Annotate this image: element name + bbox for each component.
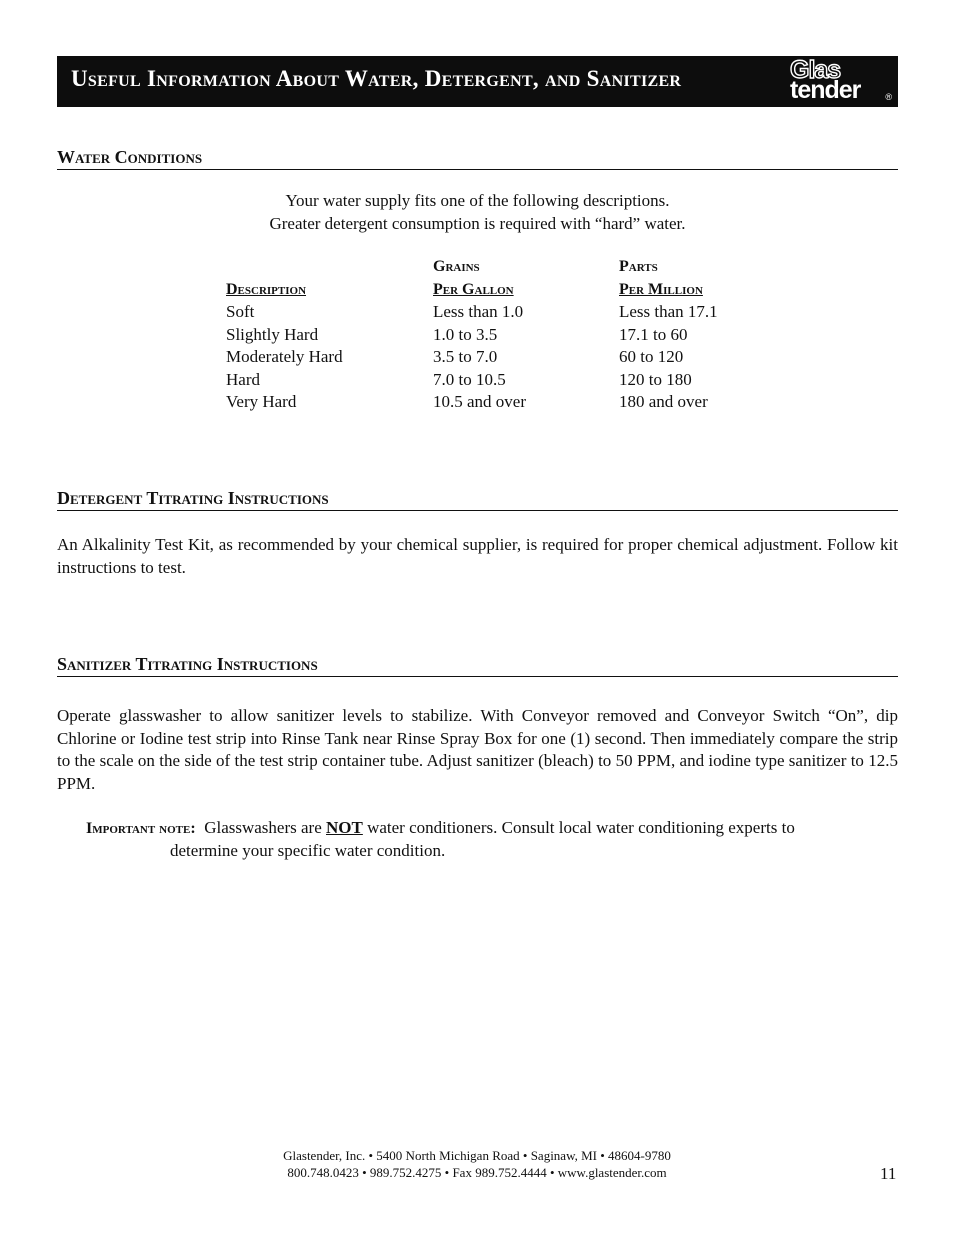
page-number: 11 [880,1164,897,1183]
row-ppm: 60 to 120 [619,347,684,366]
sanitizer-heading: Sanitizer Titrating Instructions [57,655,898,677]
col-per-million-header: Per Million [619,280,703,298]
row-description: Moderately Hard [226,347,343,366]
col-grains-top: Grains [433,258,480,275]
row-grains: 10.5 and over [433,392,527,411]
row-grains: 7.0 to 10.5 [433,369,506,389]
detergent-body: An Alkalinity Test Kit, as recommended by your chemical supplier, is required for proper chemical adjustment. Follow kit instructions to test. [57,535,898,577]
footer-contact: 800.748.0423 • 989.752.4275 • Fax 989.752.4444 • www.glastender.com [287,1165,667,1180]
footer-address: Glastender, Inc. • 5400 North Michigan Road • Saginaw, MI • 48604-9780 [283,1148,671,1163]
note-text-post: water conditioners. Consult local water conditioning experts to [367,818,795,837]
logo-text-tender: tender [790,76,861,104]
row-grains: Less than 1.0 [433,302,524,321]
row-ppm: 180 and over [619,392,708,411]
sanitizer-body: Operate glasswasher to allow sanitizer levels to stabilize. With Conveyor removed and Conveyor Switch “On”, dip Chlorine or Iodine test strip into Rinse Tank near Rinse Spray Box for one (1) second. Then immediately compare the strip to the scale on the side of the test strip container tube. Adjust sanitizer (bleach) to 50 PPM, and iodine type sanitizer to 12.5 PPM. [57,706,898,793]
water-intro [57,190,898,235]
logo-text-glas: Glas [790,56,841,84]
glastender-logo [786,56,892,104]
page-title: Useful Information About Water, Detergent, and Sanitizer [71,66,682,91]
row-grains: 3.5 to 7.0 [433,347,498,366]
water-conditions-heading: Water Conditions [57,148,898,170]
row-ppm: 17.1 to 60 [619,324,688,344]
detergent-heading: Detergent Titrating Instructions [57,489,898,511]
row-ppm: 120 to 180 [619,369,692,389]
col-description-header: Description [226,280,307,298]
note-emphasis: NOT [326,818,363,837]
col-parts-top: Parts [619,258,658,275]
water-intro-line2: Greater detergent consumption is required with “hard” water. [269,213,686,233]
row-description: Soft [226,302,255,321]
note-text-pre: Glasswashers are [204,818,322,837]
col-per-gallon-header: Per Gallon [433,280,514,298]
row-description: Very Hard [226,392,297,411]
header-bar [57,56,898,107]
important-note-label: Important note: [86,820,196,837]
row-grains: 1.0 to 3.5 [433,324,498,344]
row-ppm: Less than 17.1 [619,302,718,321]
important-note [86,817,898,841]
row-description: Slightly Hard [226,324,319,344]
registered-mark: ® [885,92,892,102]
important-note-line2: determine your specific water condition. [170,841,446,860]
row-description: Hard [226,369,260,389]
water-intro-line1: Your water supply fits one of the following descriptions. [285,191,670,210]
